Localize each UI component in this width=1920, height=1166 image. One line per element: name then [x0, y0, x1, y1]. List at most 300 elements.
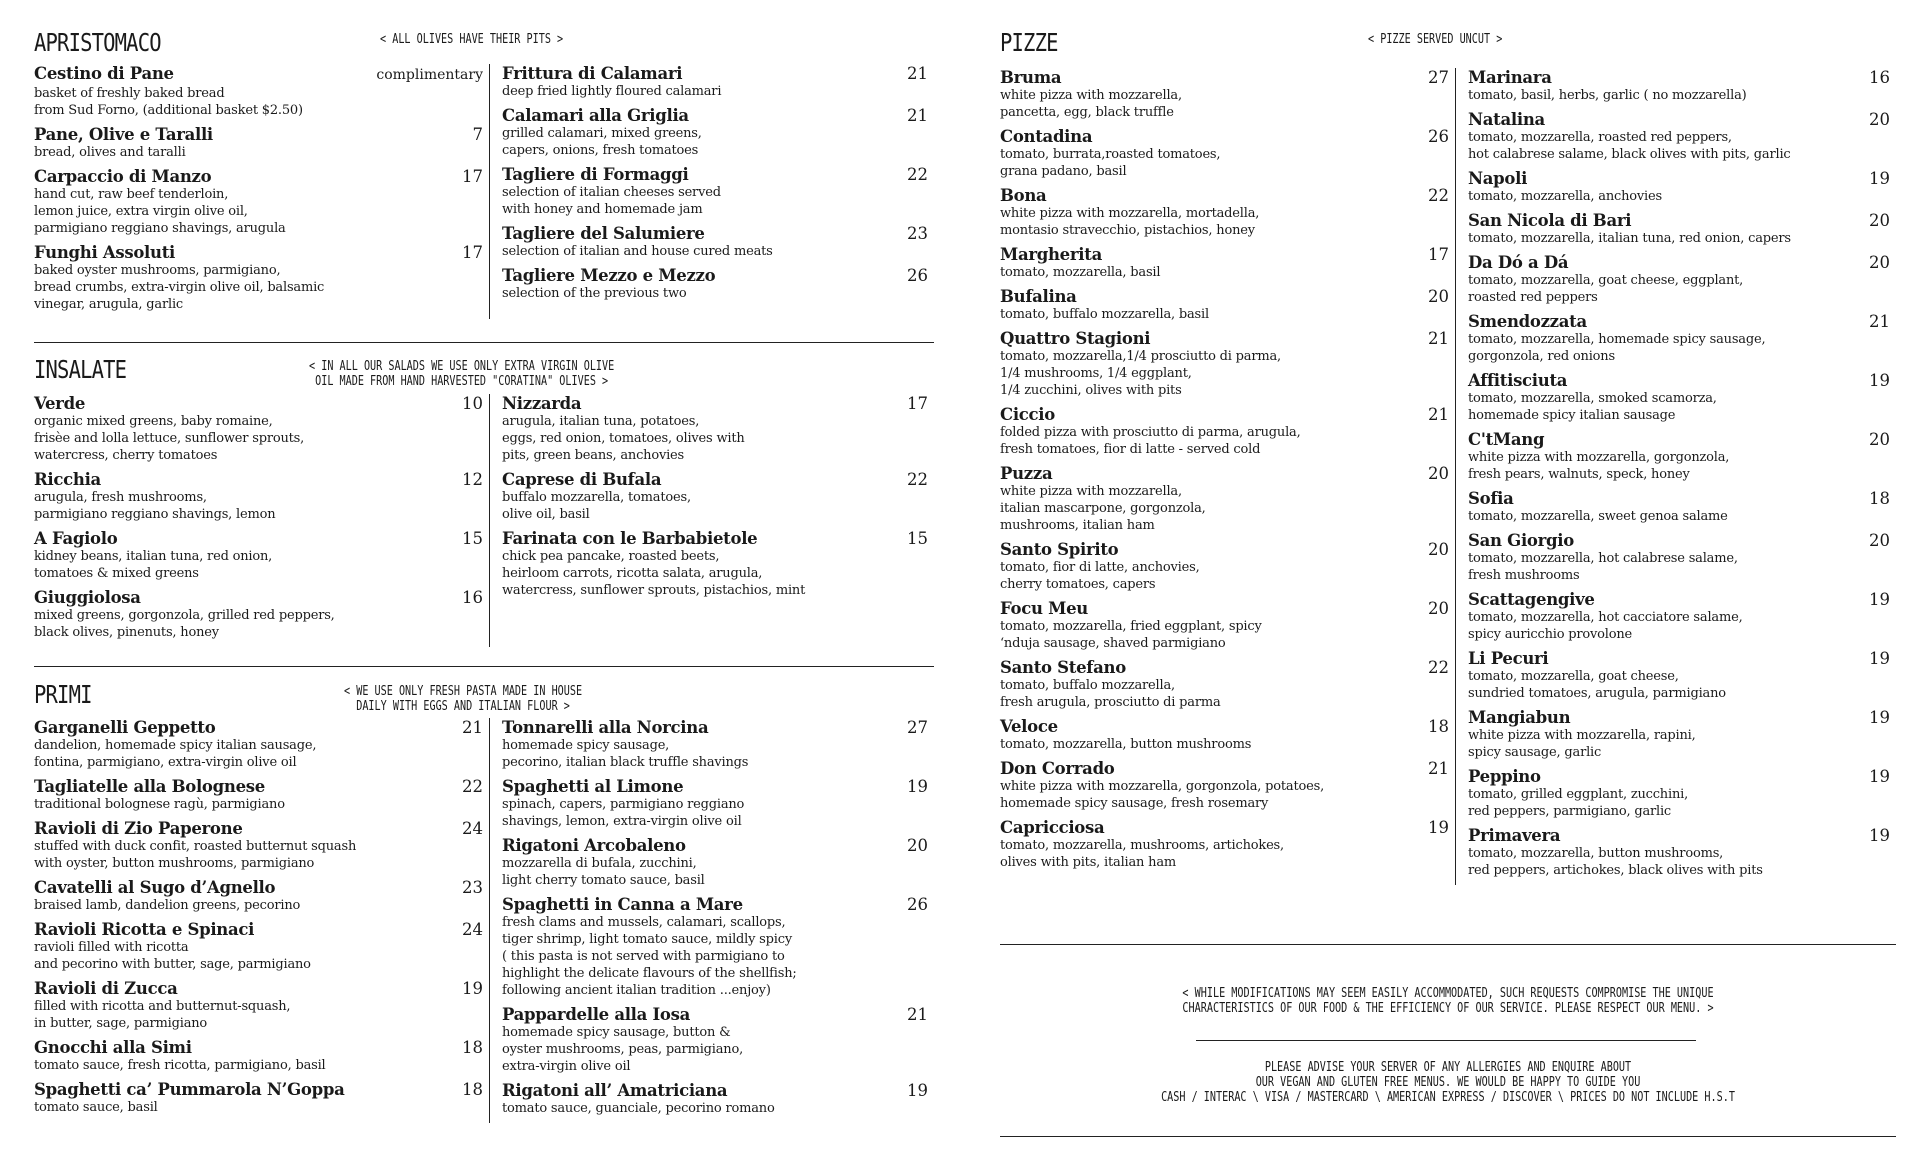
menu-item-row — [34, 878, 489, 897]
menu-item-price: 15 — [907, 529, 928, 548]
menu-item — [1468, 110, 1896, 163]
bottom-divider — [1000, 1136, 1896, 1137]
menu-item — [1468, 430, 1896, 483]
menu-item-row — [502, 777, 934, 796]
menu-item-price: 20 — [907, 836, 928, 855]
menu-item-description: following ancient italian tradition ...enjoy) — [502, 983, 771, 998]
menu-item-description: red peppers, artichokes, black olives with pits — [1468, 863, 1763, 878]
section-apristomaco — [34, 28, 934, 319]
menu-item-description: cherry tomatoes, capers — [1000, 577, 1156, 592]
menu-item-price: 26 — [907, 266, 928, 285]
column-left — [34, 64, 489, 319]
menu-item-name: Peppino — [1468, 767, 1541, 786]
menu-item-name: Mangiabun — [1468, 708, 1571, 727]
menu-item-description: lemon juice, extra virgin olive oil, — [34, 204, 248, 219]
menu-item — [34, 878, 489, 914]
menu-item — [502, 394, 934, 464]
menu-item — [1468, 371, 1896, 424]
menu-item-row — [1468, 169, 1896, 188]
allergies-notice — [1000, 1060, 1896, 1105]
menu-item-price: 19 — [1869, 826, 1890, 845]
section-title: PIZZE — [1000, 28, 1058, 57]
menu-item-row — [1000, 405, 1455, 424]
menu-item-description: tomato, mozzarella, italian tuna, red onion, capers — [1468, 231, 1791, 246]
menu-item — [34, 777, 489, 813]
menu-item — [1000, 599, 1455, 652]
menu-item-name: Capricciosa — [1000, 818, 1105, 837]
menu-item-name: Cavatelli al Sugo d’Agnello — [34, 878, 276, 897]
column-right — [1455, 68, 1896, 885]
menu-item-description: organic mixed greens, baby romaine, — [34, 414, 273, 429]
menu-item — [1468, 489, 1896, 525]
menu-item-row — [1468, 68, 1896, 87]
section-divider — [34, 342, 934, 343]
menu-item-price: 21 — [907, 64, 928, 83]
menu-item-row — [1000, 599, 1455, 618]
section-divider — [1000, 944, 1896, 945]
menu-item-description: selection of the previous two — [502, 286, 687, 301]
column-left — [34, 718, 489, 1123]
section-note: < PIZZE SERVED UNCUT > — [1368, 32, 1503, 47]
menu-item-price: 26 — [1428, 127, 1449, 146]
menu-item — [34, 470, 489, 523]
menu-item-row — [1468, 590, 1896, 609]
menu-item-description: ravioli filled with ricotta — [34, 940, 189, 955]
menu-item — [502, 1081, 934, 1117]
menu-item-description: montasio stravecchio, pistachios, honey — [1000, 223, 1255, 238]
menu-item-name: Ricchia — [34, 470, 101, 489]
menu-item-description: fresh clams and mussels, calamari, scallops, — [502, 915, 786, 930]
menu-item-description: pits, green beans, anchovies — [502, 448, 685, 463]
menu-item-description: bread crumbs, extra-virgin olive oil, balsamic — [34, 280, 325, 295]
menu-item — [1000, 405, 1455, 458]
menu-item-description: tomato sauce, basil — [34, 1100, 158, 1115]
menu-item-description: spicy sausage, garlic — [1468, 745, 1602, 760]
menu-item — [34, 979, 489, 1032]
menu-item — [34, 243, 489, 313]
menu-item-row — [1468, 110, 1896, 129]
menu-item-name: Margherita — [1000, 245, 1102, 264]
menu-item-description: parmigiano reggiano shavings, lemon — [34, 507, 276, 522]
menu-item — [34, 920, 489, 973]
menu-item-name: Santo Spirito — [1000, 540, 1119, 559]
menu-item-price: 19 — [1869, 169, 1890, 188]
section-note — [344, 684, 582, 714]
column-right — [489, 718, 934, 1123]
menu-item-row — [1468, 826, 1896, 845]
menu-item — [1000, 68, 1455, 121]
menu-item-description: frisèe and lolla lettuce, sunflower sprouts, — [34, 431, 305, 446]
menu-item-row — [502, 394, 934, 413]
menu-item-description: tomato, mozzarella, homemade spicy sausage, — [1468, 332, 1766, 347]
menu-item-price: 23 — [462, 878, 483, 897]
menu-item-name: Sofia — [1468, 489, 1514, 508]
menu-item-row — [1000, 658, 1455, 677]
menu-item-description: fresh pears, walnuts, speck, honey — [1468, 467, 1690, 482]
menu-item-description: tomato, buffalo mozzarella, — [1000, 678, 1175, 693]
menu-item-name: Napoli — [1468, 169, 1528, 188]
section-note-line: < WE USE ONLY FRESH PASTA MADE IN HOUSE — [344, 684, 583, 699]
menu-item-description: fresh arugula, prosciutto di parma — [1000, 695, 1221, 710]
menu-item-row — [34, 394, 489, 413]
menu-item-row — [34, 243, 489, 262]
menu-item-description: mozzarella di bufala, zucchini, — [502, 856, 697, 871]
menu-item-name: Bona — [1000, 186, 1047, 205]
menu-item-description: watercress, sunflower sprouts, pistachios, mint — [502, 583, 806, 598]
menu-item-row — [34, 1080, 489, 1099]
menu-item-description: stuffed with duck confit, roasted butternut squash — [34, 839, 357, 854]
menu-item-description: tomato, mozzarella, basil — [1000, 265, 1161, 280]
menu-item-row — [502, 266, 934, 285]
menu-item-description: white pizza with mozzarella, mortadella, — [1000, 206, 1260, 221]
menu-item-name: Giuggiolosa — [34, 588, 141, 607]
menu-item-name: Frittura di Calamari — [502, 64, 683, 83]
menu-item-row — [502, 165, 934, 184]
section-columns — [34, 394, 934, 647]
menu-item-description: ‘nduja sausage, shaved parmigiano — [1000, 636, 1226, 651]
menu-item — [34, 125, 489, 161]
menu-item-row — [1468, 708, 1896, 727]
menu-item-price: 22 — [1428, 658, 1449, 677]
menu-item-name: Funghi Assoluti — [34, 243, 176, 262]
column-left — [1000, 68, 1455, 885]
menu-item-name: Smendozzata — [1468, 312, 1587, 331]
menu-item-row — [34, 125, 489, 144]
menu-item-description: grilled calamari, mixed greens, — [502, 126, 702, 141]
menu-item-description: tomato sauce, fresh ricotta, parmigiano, basil — [34, 1058, 326, 1073]
menu-item-description: basket of freshly baked bread — [34, 86, 225, 101]
menu-item — [34, 588, 489, 641]
menu-item-price: 17 — [462, 167, 483, 186]
menu-item-price: 19 — [907, 777, 928, 796]
menu-item — [502, 224, 934, 260]
menu-item-description: hand cut, raw beef tenderloin, — [34, 187, 229, 202]
menu-item-description: braised lamb, dandelion greens, pecorino — [34, 898, 301, 913]
menu-item-description: gorgonzola, red onions — [1468, 349, 1615, 364]
menu-item-description: pecorino, italian black truffle shavings — [502, 755, 749, 770]
menu-item-name: Ravioli di Zucca — [34, 979, 178, 998]
menu-item-row — [502, 1005, 934, 1024]
menu-item — [34, 718, 489, 771]
menu-item-description: tomatoes & mixed greens — [34, 566, 199, 581]
menu-item — [1468, 211, 1896, 247]
menu-item-price: 16 — [462, 588, 483, 607]
menu-item-row — [1000, 464, 1455, 483]
menu-item-name: San Giorgio — [1468, 531, 1574, 550]
menu-item-row — [34, 920, 489, 939]
menu-item-price: 15 — [462, 529, 483, 548]
menu-item-name: Verde — [34, 394, 86, 413]
section-columns — [1000, 68, 1896, 885]
menu-item-row — [34, 777, 489, 796]
menu-item-price: 20 — [1869, 430, 1890, 449]
section-columns — [34, 718, 934, 1123]
menu-item-row — [1468, 430, 1896, 449]
section-note-line: DAILY WITH EGGS AND ITALIAN FLOUR > — [356, 699, 570, 714]
menu-item-description: traditional bolognese ragù, parmigiano — [34, 797, 285, 812]
menu-item — [502, 106, 934, 159]
menu-item — [1000, 464, 1455, 534]
menu-item-row — [34, 588, 489, 607]
menu-item-description: ( this pasta is not served with parmigiano to — [502, 949, 785, 964]
menu-item-description: spicy auricchio provolone — [1468, 627, 1633, 642]
menu-item-row — [1000, 127, 1455, 146]
menu-item-name: Calamari alla Griglia — [502, 106, 689, 125]
menu-item — [34, 529, 489, 582]
menu-item-price: 24 — [462, 920, 483, 939]
menu-item-price: 21 — [907, 106, 928, 125]
menu-item-row — [1468, 253, 1896, 272]
menu-item — [34, 167, 489, 237]
menu-item — [502, 64, 934, 100]
menu-item — [1468, 68, 1896, 104]
menu-item-description: tomato, mozzarella, mushrooms, artichokes, — [1000, 838, 1284, 853]
menu-item-row — [1000, 68, 1455, 87]
menu-item-name: Spaghetti in Canna a Mare — [502, 895, 743, 914]
section-pizze — [1000, 28, 1896, 885]
menu-item — [1000, 658, 1455, 711]
menu-item-description: tomato, mozzarella, goat cheese, eggplant, — [1468, 273, 1744, 288]
menu-item-row — [1000, 186, 1455, 205]
section-header — [34, 28, 934, 68]
menu-item-row — [1000, 717, 1455, 736]
menu-item-price: 22 — [907, 165, 928, 184]
notice-line: CHARACTERISTICS OF OUR FOOD & THE EFFICIENCY OF OUR SERVICE. PLEASE RESPECT OUR MENU. > — [1182, 1001, 1714, 1016]
menu-item — [502, 836, 934, 889]
menu-item-description: capers, onions, fresh tomatoes — [502, 143, 699, 158]
menu-item-name: San Nicola di Bari — [1468, 211, 1632, 230]
menu-item-description: fresh tomatoes, fior di latte - served cold — [1000, 442, 1261, 457]
menu-item-description: homemade spicy sausage, button & — [502, 1025, 731, 1040]
menu-item-name: Gnocchi alla Simi — [34, 1038, 192, 1057]
menu-item-description: tomato, burrata,roasted tomatoes, — [1000, 147, 1221, 162]
menu-item-description: italian mascarpone, gorgonzola, — [1000, 501, 1206, 516]
menu-item-price: 20 — [1428, 540, 1449, 559]
menu-item-price: 20 — [1428, 599, 1449, 618]
menu-item-description: buffalo mozzarella, tomatoes, — [502, 490, 691, 505]
menu-item-description: tomato, mozzarella, button mushrooms, — [1468, 846, 1724, 861]
menu-item — [1468, 649, 1896, 702]
menu-item-price: 18 — [462, 1080, 483, 1099]
menu-item-description: homemade spicy sausage, fresh rosemary — [1000, 796, 1269, 811]
menu-item-price: 21 — [907, 1005, 928, 1024]
menu-item-row — [1468, 312, 1896, 331]
menu-item-name: Veloce — [1000, 717, 1058, 736]
section-title: PRIMI — [34, 680, 92, 709]
menu-item — [1000, 127, 1455, 180]
menu-item — [34, 64, 489, 119]
menu-item-price: 21 — [1428, 759, 1449, 778]
menu-item — [1000, 329, 1455, 399]
menu-item-description: roasted red peppers — [1468, 290, 1598, 305]
menu-item-name: A Fagiolo — [34, 529, 118, 548]
menu-item-name: Ravioli Ricotta e Spinaci — [34, 920, 255, 939]
menu-item-price: 24 — [462, 819, 483, 838]
menu-item-description: white pizza with mozzarella, — [1000, 88, 1182, 103]
menu-item-description: grana padano, basil — [1000, 164, 1127, 179]
menu-item — [34, 819, 489, 872]
menu-item — [1468, 253, 1896, 306]
menu-item-description: selection of italian cheeses served — [502, 185, 721, 200]
menu-item-name: Rigatoni all’ Amatriciana — [502, 1081, 728, 1100]
menu-item-row — [34, 529, 489, 548]
menu-item-description: olives with pits, italian ham — [1000, 855, 1176, 870]
menu-item-description: deep fried lightly floured calamari — [502, 84, 722, 99]
menu-item-price: 23 — [907, 224, 928, 243]
menu-item-description: in butter, sage, parmigiano — [34, 1016, 208, 1031]
notice-line: CASH / INTERAC \ VISA / MASTERCARD \ AMERICAN EXPRESS / DISCOVER \ PRICES DO NOT INCLUDE H.S.T — [1161, 1090, 1735, 1105]
menu-item-price: 19 — [1869, 590, 1890, 609]
menu-item — [1000, 717, 1455, 753]
menu-item — [1000, 818, 1455, 871]
menu-item-name: Tagliere Mezzo e Mezzo — [502, 266, 716, 285]
menu-item-description: extra-virgin olive oil — [502, 1059, 631, 1074]
menu-item — [1000, 540, 1455, 593]
menu-item-price: complimentary — [376, 67, 483, 83]
menu-item-row — [1468, 531, 1896, 550]
menu-item-name: Marinara — [1468, 68, 1552, 87]
menu-item-row — [1468, 371, 1896, 390]
menu-item-description: folded pizza with prosciutto di parma, arugula, — [1000, 425, 1301, 440]
menu-item-price: 7 — [472, 125, 483, 144]
menu-item-price: 18 — [462, 1038, 483, 1057]
menu-item-description: tomato sauce, guanciale, pecorino romano — [502, 1101, 775, 1116]
section-primi — [34, 680, 934, 1123]
menu-item-description: tomato, buffalo mozzarella, basil — [1000, 307, 1209, 322]
section-note — [309, 359, 614, 389]
menu-item-name: Contadina — [1000, 127, 1093, 146]
menu-item-description: tomato, mozzarella, anchovies — [1468, 189, 1662, 204]
menu-item-price: 19 — [462, 979, 483, 998]
menu-item-row — [1000, 818, 1455, 837]
section-note-line: OIL MADE FROM HAND HARVESTED "CORATINA" OLIVES > — [315, 374, 609, 389]
menu-item-name: Garganelli Geppetto — [34, 718, 216, 737]
menu-item-name: Farinata con le Barbabietole — [502, 529, 758, 548]
menu-item — [1468, 590, 1896, 643]
menu-item — [502, 266, 934, 302]
menu-item-description: tomato, mozzarella,1/4 prosciutto di parma, — [1000, 349, 1281, 364]
menu-item-description: highlight the delicate flavours of the shellfish; — [502, 966, 797, 981]
menu-item-description: mixed greens, gorgonzola, grilled red peppers, — [34, 608, 335, 623]
menu-item-name: Primavera — [1468, 826, 1561, 845]
menu-item — [34, 1080, 489, 1116]
menu-item — [502, 529, 934, 599]
menu-item-name: Da Dó a Dá — [1468, 253, 1569, 272]
menu-item-description: red peppers, parmigiano, garlic — [1468, 804, 1672, 819]
menu-item-price: 10 — [462, 394, 483, 413]
menu-item-description: from Sud Forno, (additional basket $2.50) — [34, 103, 303, 118]
menu-item-price: 20 — [1869, 211, 1890, 230]
menu-item — [1468, 826, 1896, 879]
menu-item-description: dandelion, homemade spicy italian sausage, — [34, 738, 317, 753]
menu-item-description: tomato, mozzarella, fried eggplant, spicy — [1000, 619, 1262, 634]
menu-item-name: C'tMang — [1468, 430, 1545, 449]
menu-item-description: hot calabrese salame, black olives with pits, garlic — [1468, 147, 1791, 162]
menu-item-name: Spaghetti ca’ Pummarola N’Goppa — [34, 1080, 345, 1099]
menu-item — [502, 470, 934, 523]
menu-item-description: pancetta, egg, black truffle — [1000, 105, 1174, 120]
menu-item-description: tiger shrimp, light tomato sauce, mildly spicy — [502, 932, 792, 947]
menu-item-description: white pizza with mozzarella, gorgonzola, — [1468, 450, 1730, 465]
menu-item-price: 19 — [1869, 708, 1890, 727]
section-title: INSALATE — [34, 355, 127, 384]
menu-item-name: Rigatoni Arcobaleno — [502, 836, 686, 855]
menu-item-row — [502, 1081, 934, 1100]
menu-item-description: selection of italian and house cured meats — [502, 244, 773, 259]
menu-item-row — [34, 819, 489, 838]
menu-item-name: Puzza — [1000, 464, 1053, 483]
menu-item — [502, 718, 934, 771]
menu-item-row — [1000, 759, 1455, 778]
menu-item-row — [502, 64, 934, 83]
menu-item — [34, 1038, 489, 1074]
menu-item-name: Tagliatelle alla Bolognese — [34, 777, 265, 796]
menu-item-name: Tonnarelli alla Norcina — [502, 718, 709, 737]
menu-item-price: 17 — [462, 243, 483, 262]
menu-item-name: Don Corrado — [1000, 759, 1115, 778]
menu-item-description: arugula, italian tuna, potatoes, — [502, 414, 700, 429]
menu-item-description: tomato, grilled eggplant, zucchini, — [1468, 787, 1689, 802]
menu-item-row — [502, 470, 934, 489]
menu-item-name: Santo Stefano — [1000, 658, 1126, 677]
menu-item-row — [34, 979, 489, 998]
notice-line: < WHILE MODIFICATIONS MAY SEEM EASILY ACCOMMODATED, SUCH REQUESTS COMPROMISE THE UNIQUE — [1182, 986, 1714, 1001]
menu-item-description: sundried tomatoes, arugula, parmigiano — [1468, 686, 1726, 701]
menu-item-price: 12 — [462, 470, 483, 489]
menu-item-description: white pizza with mozzarella, rapini, — [1468, 728, 1696, 743]
menu-item-description: olive oil, basil — [502, 507, 590, 522]
menu-item-price: 17 — [907, 394, 928, 413]
section-columns — [34, 64, 934, 319]
menu-item-price: 27 — [907, 718, 928, 737]
menu-item-description: watercress, cherry tomatoes — [34, 448, 218, 463]
section-header — [34, 680, 934, 720]
menu-item-row — [34, 718, 489, 737]
modifications-notice — [1000, 986, 1896, 1016]
menu-item-price: 18 — [1869, 489, 1890, 508]
menu-item-price: 27 — [1428, 68, 1449, 87]
menu-item-row — [1468, 489, 1896, 508]
menu-item-row — [502, 224, 934, 243]
menu-item-description: oyster mushrooms, peas, parmigiano, — [502, 1042, 744, 1057]
menu-item-description: spinach, capers, parmigiano reggiano — [502, 797, 745, 812]
menu-item-description: tomato, mozzarella, button mushrooms — [1000, 737, 1252, 752]
section-header — [34, 355, 934, 395]
menu-item-price: 19 — [1869, 767, 1890, 786]
menu-item-description: fontina, parmigiano, extra-virgin olive oil — [34, 755, 297, 770]
menu-item-price: 16 — [1869, 68, 1890, 87]
menu-item-row — [1468, 649, 1896, 668]
section-title: APRISTOMACO — [34, 28, 161, 57]
menu-item-description: tomato, basil, herbs, garlic ( no mozzarella) — [1468, 88, 1747, 103]
menu-item-price: 22 — [462, 777, 483, 796]
menu-item-name: Pane, Olive e Taralli — [34, 125, 213, 144]
menu-item-price: 21 — [462, 718, 483, 737]
menu-item-row — [1000, 287, 1455, 306]
menu-item-description: with oyster, button mushrooms, parmigiano — [34, 856, 315, 871]
menu-item — [1468, 169, 1896, 205]
section-insalate — [34, 355, 934, 647]
menu-item-name: Bruma — [1000, 68, 1062, 87]
menu-item-description: tomato, mozzarella, smoked scamorza, — [1468, 391, 1717, 406]
menu-item-row — [502, 895, 934, 914]
column-right — [489, 394, 934, 647]
menu-item-name: Li Pecuri — [1468, 649, 1549, 668]
menu-item-price: 17 — [1428, 245, 1449, 264]
menu-item — [502, 895, 934, 999]
menu-item-price: 22 — [907, 470, 928, 489]
menu-item-description: tomato, mozzarella, roasted red peppers, — [1468, 130, 1732, 145]
